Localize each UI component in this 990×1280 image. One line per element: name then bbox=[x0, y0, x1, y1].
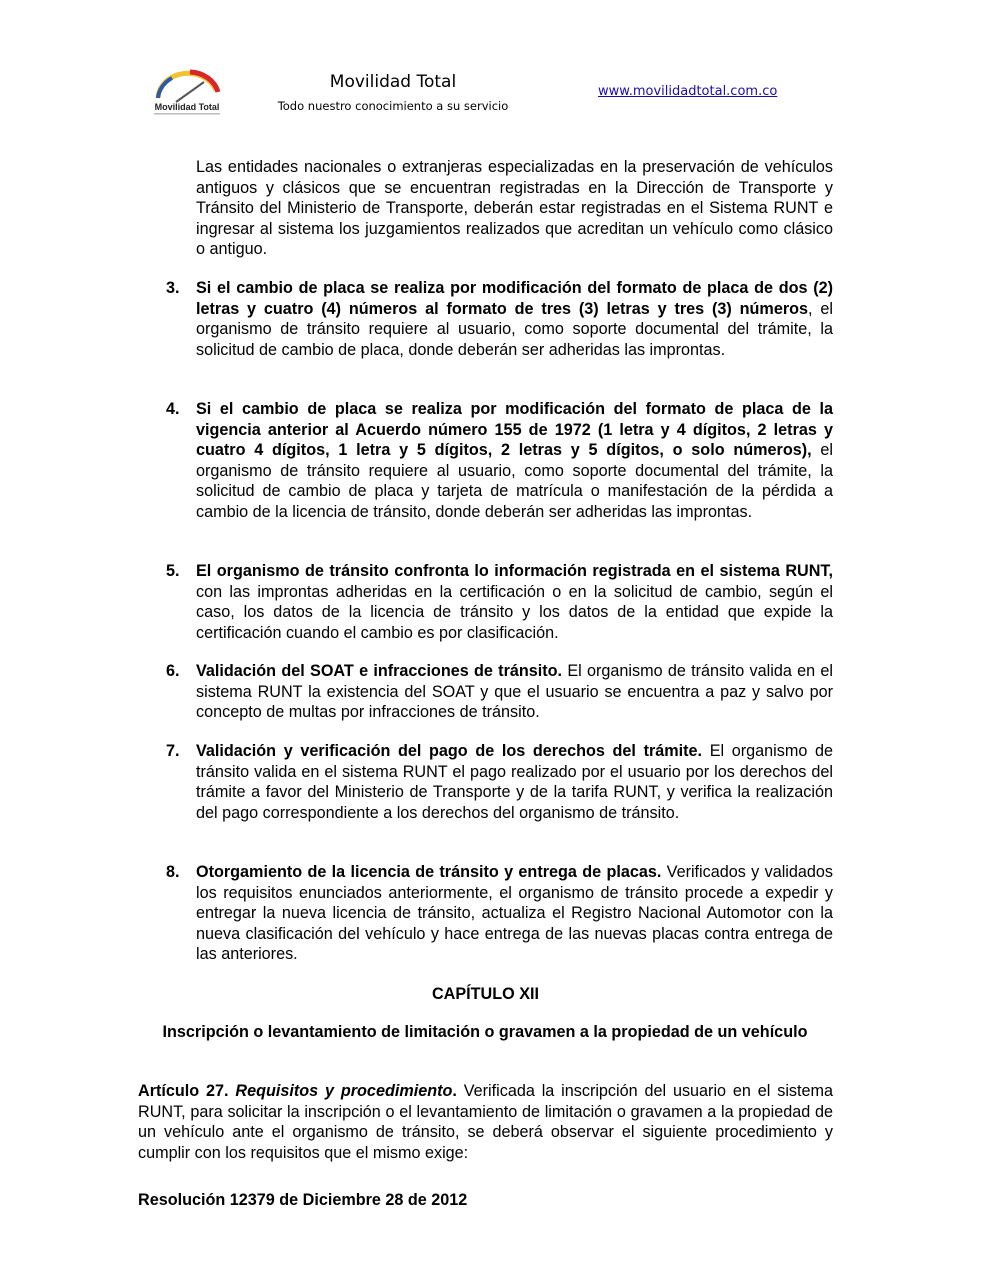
article-title: Requisitos y procedimiento bbox=[235, 1082, 453, 1100]
movilidad-total-logo bbox=[146, 68, 228, 116]
item-bold-text: El organismo de tránsito confronta lo información registrada en el sistema RUNT, bbox=[196, 562, 833, 580]
item-bold-text: Si el cambio de placa se realiza por modificación del formato de placa de dos (2) letras y cuatro (4) números al formato de tres (3) letras y tres (3) números bbox=[196, 279, 833, 318]
item-bold-text: Si el cambio de placa se realiza por modificación del formato de placa de la vigencia anterior al Acuerdo número 155 de 1972 (1 letra y 4 dígitos, 2 letras y cuatro 4 dígitos, 1 letra y 5 dígitos, 2 letras y 5 dígitos, o solo números), bbox=[196, 400, 833, 459]
item-number: 5. bbox=[166, 562, 180, 580]
item-bold-text: Otorgamiento de la licencia de tránsito y entrega de placas. bbox=[196, 863, 662, 881]
item-number: 7. bbox=[166, 742, 180, 760]
article-paragraph bbox=[138, 1081, 833, 1163]
item-bold-text: Validación y verificación del pago de los derechos del trámite. bbox=[196, 742, 703, 760]
item-number: 6. bbox=[166, 662, 180, 680]
item-text: El organismo de tránsito valida en el sistema RUNT la existencia del SOAT y que el usuario se encuentra a paz y salvo por concepto de multas por infracciones de tránsito. bbox=[196, 662, 833, 721]
item-text: el organismo de tránsito requiere al usuario, como soporte documental del trámite, la solicitud de cambio de placa y tarjeta de matrícula o manifestación de la pérdida a cambio de la licencia de tránsito, donde deberán ser adheridas las improntas. bbox=[196, 441, 833, 521]
item-bold-text: Validación del SOAT e infracciones de tránsito. bbox=[196, 662, 563, 680]
intro-paragraph: Las entidades nacionales o extranjeras especializadas en la preservación de vehículos antiguos y clásicos que se encuentran registradas en la Dirección de Transporte y Tránsito del Ministerio de Transporte, deberán estar registradas en el Sistema RUNT e ingresar al sistema los juzgamientos realizados que acreditan un vehículo como clásico o antiguo. bbox=[196, 158, 833, 258]
item-number: 4. bbox=[166, 400, 180, 418]
list-item bbox=[196, 278, 833, 360]
article-label: Artículo 27. bbox=[138, 1082, 229, 1100]
footer-resolution: Resolución 12379 de Diciembre 28 de 2012 bbox=[138, 1191, 468, 1209]
item-number: 8. bbox=[166, 863, 180, 881]
list-item bbox=[196, 399, 833, 522]
header-title: Movilidad Total bbox=[329, 72, 457, 92]
item-number: 3. bbox=[166, 279, 180, 297]
list-item bbox=[196, 561, 833, 643]
svg-text:Movilidad Total: Movilidad Total bbox=[154, 102, 220, 112]
article-title-end: . bbox=[452, 1082, 457, 1100]
article-text: Verificada la inscripción del usuario en el sistema RUNT, para solicitar la inscripción o el levantamiento de limitación o gravamen a la propiedad de un vehículo ante el organismo de tránsito, se deberá observar el siguiente procedimiento y cumplir con los requisitos que el mismo exige: bbox=[138, 1082, 833, 1162]
header-subtitle: Todo nuestro conocimiento a su servicio bbox=[277, 99, 509, 113]
list-item bbox=[196, 741, 833, 823]
list-item bbox=[196, 862, 833, 965]
item-text: Verificados y validados los requisitos enunciados anteriormente, el organismo de tránsito procede a expedir y entregar la nueva licencia de tránsito, actualiza el Registro Nacional Automotor con la nueva clasificación del vehículo y hace entrega de las nuevas placas contra entrega de las anteriores. bbox=[196, 863, 833, 963]
website-link[interactable]: www.movilidadtotal.com.co bbox=[598, 84, 778, 99]
chapter-heading: CAPÍTULO XII bbox=[431, 985, 540, 1003]
item-text: , el organismo de tránsito requiere al usuario, como soporte documental del trámite, la solicitud de cambio de placa, donde deberán ser adheridas las improntas. bbox=[196, 299, 833, 359]
item-text: con las improntas adheridas en la certificación o en la solicitud de cambio, según el caso, los datos de la licencia de tránsito y los datos de la entidad que expide la certificación cuando el cambio es por clasificación. bbox=[196, 582, 833, 642]
chapter-title: Inscripción o levantamiento de limitación o gravamen a la propiedad de un vehículo bbox=[162, 1023, 808, 1041]
list-item bbox=[196, 661, 833, 723]
item-text: El organismo de tránsito valida en el sistema RUNT el pago realizado por el usuario por los derechos del trámite a favor del Ministerio de Transporte y de la tarifa RUNT, y verifica la realización del pago correspondiente a los derechos del organismo de tránsito. bbox=[196, 742, 833, 822]
